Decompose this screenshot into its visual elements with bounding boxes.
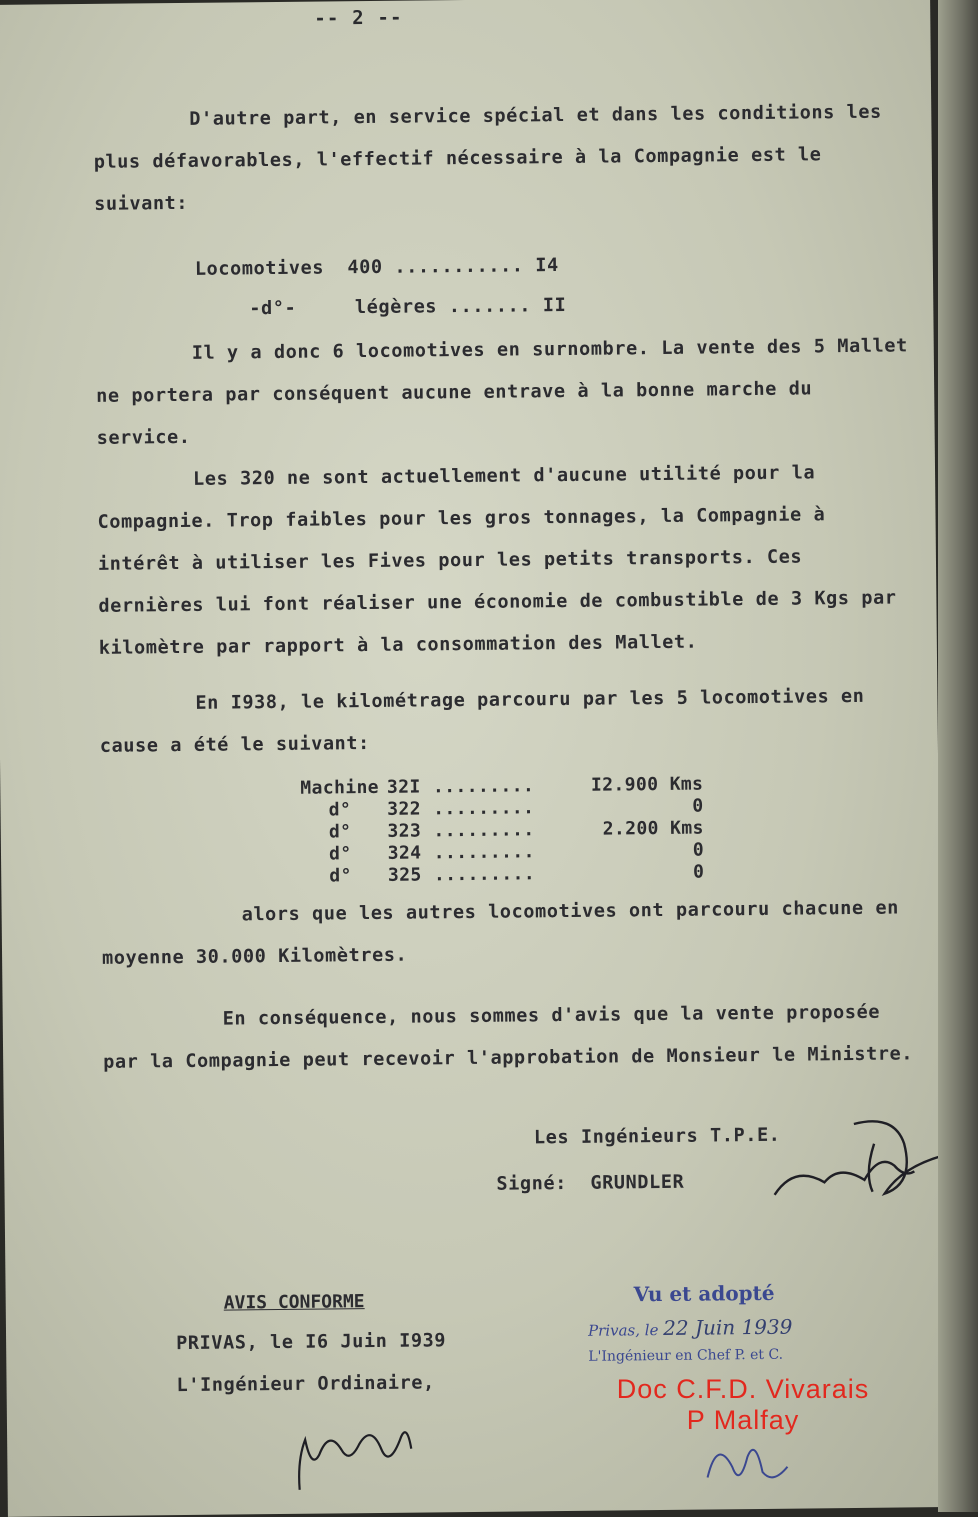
watermark-line2: P Malfay — [686, 1405, 800, 1435]
signed-name: GRUNDLER — [590, 1171, 685, 1194]
machine-km: 0 — [692, 861, 705, 883]
paragraph-surnombre: Il y a donc 6 locomotives en surnombre. La vente des 5 Mallet ne portera par conséquent aucune entrave à la bonne marche du service. — [96, 335, 908, 449]
machine-number: 325 — [387, 864, 422, 886]
machine-table — [296, 774, 708, 888]
approval-role: L'Ingénieur Ordinaire, — [176, 1372, 435, 1397]
approval-place-date: PRIVAS, le I6 Juin I939 — [176, 1330, 447, 1355]
locomotive-row: Locomotives 400 ........... I4 — [194, 255, 559, 280]
machine-label: Machine — [300, 776, 380, 799]
paragraph-kilometrage: En I938, le kilométrage parcouru par les 5 locomotives en cause a été le suivant: — [99, 685, 865, 757]
paragraph-320: Les 320 ne sont actuellement d'aucune utilité pour la Compagnie. Trop faibles pour les gros tonnages, la Compagnie à intérêt à utiliser les Fives pour les petits transports. Ces dernières lui font réaliser une économie de combustible de 3 Kgs par kilomètre par rapport à la consommation des Mallet. — [97, 462, 897, 659]
locomotive-row: -d°- légères ....... II — [249, 294, 567, 320]
machine-row — [297, 862, 708, 888]
machine-km: I2.900 Kms — [590, 773, 704, 796]
machine-number: 323 — [387, 820, 422, 842]
machine-dots: ......... — [433, 797, 535, 820]
machine-dots: ......... — [433, 863, 536, 886]
ordinary-engineer-signature — [289, 1408, 430, 1499]
machine-number: 322 — [387, 798, 422, 820]
machine-km: 0 — [692, 839, 705, 861]
signature-title: Les Ingénieurs T.P.E. — [533, 1124, 781, 1149]
chief-engineer-signature — [687, 1426, 808, 1497]
machine-km: 0 — [692, 795, 704, 817]
signed-line — [496, 1172, 684, 1195]
machine-row — [297, 818, 708, 844]
watermark-line1: Doc C.F.D. Vivarais — [616, 1374, 870, 1404]
machine-label: d° — [329, 865, 352, 887]
machine-number: 32I — [386, 776, 421, 798]
machine-number: 324 — [387, 842, 422, 864]
paragraph-conclusion: En conséquence, nous sommes d'avis que la vente proposée par la Compagnie peut recevoir l'approbation de Monsieur le Ministre. — [103, 1001, 914, 1073]
stamp-role: L'Ingénieur en Chef P. et C. — [588, 1346, 784, 1365]
machine-label: d° — [329, 843, 352, 865]
page-edge — [938, 0, 978, 1512]
machine-label: d° — [328, 799, 352, 821]
signed-label: Signé: — [496, 1172, 568, 1195]
machine-km: 2.200 Kms — [602, 817, 704, 840]
machine-dots: ......... — [433, 819, 535, 842]
machine-dots: ......... — [432, 775, 535, 798]
page-number: -- 2 -- — [314, 6, 403, 30]
approval-heading: AVIS CONFORME — [223, 1291, 365, 1314]
machine-row — [296, 774, 707, 800]
machine-dots: ......... — [433, 841, 535, 864]
stamp-title: Vu et adopté — [633, 1280, 775, 1307]
watermark — [556, 1374, 930, 1436]
paragraph-moyenne: alors que les autres locomotives ont parcouru chacune en moyenne 30.000 Kilomètres. — [101, 897, 900, 969]
machine-label: d° — [328, 821, 352, 843]
stamp-place: Privas, le 22 Juin 1939 — [587, 1314, 793, 1340]
handwritten-date: 22 Juin 1939 — [663, 1314, 793, 1340]
paragraph-effectif: D'autre part, en service spécial et dans les conditions les plus défavorables, l'effectif nécessaire à la Compagnie est le suivant: — [93, 101, 882, 215]
